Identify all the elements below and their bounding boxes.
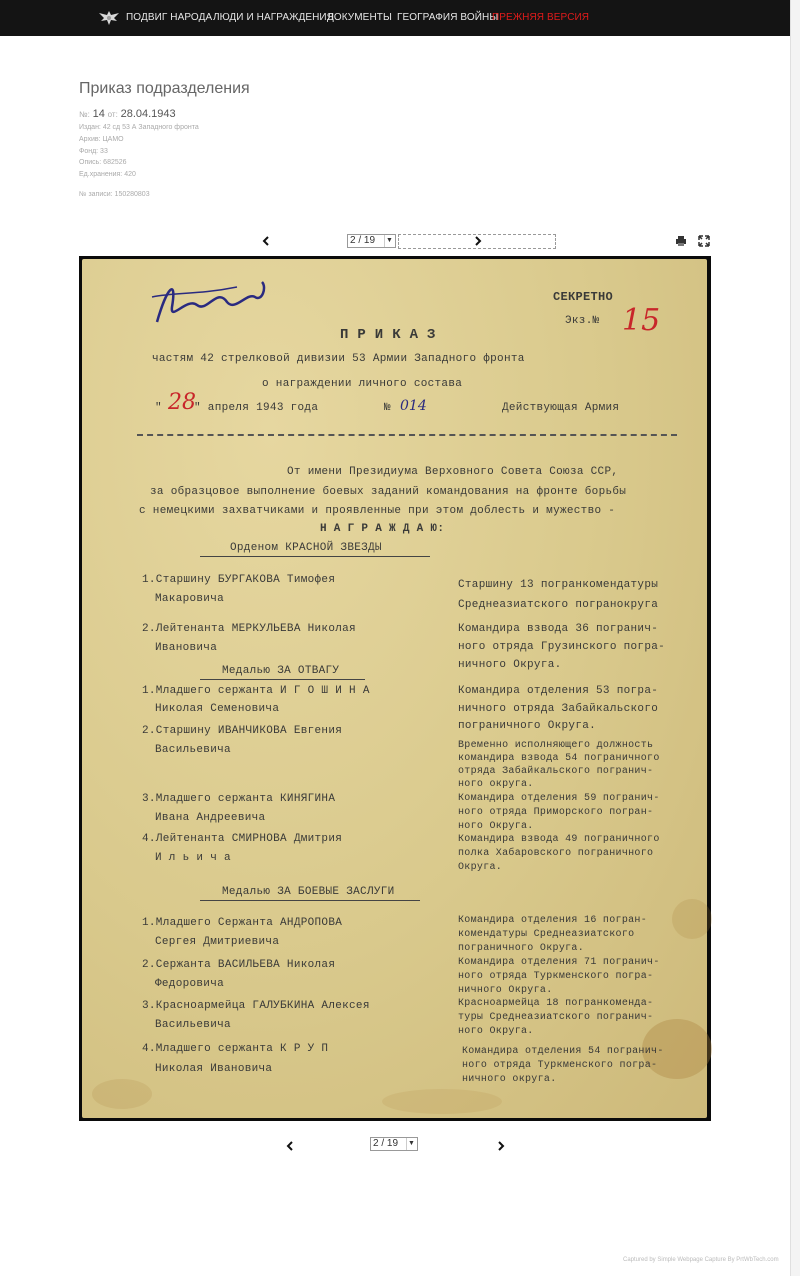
award-name: 4.Младшего сержанта К Р У П: [142, 1043, 329, 1055]
chevron-down-icon: ▼: [406, 1138, 416, 1150]
rewarded-heading: Н А Г Р А Ж Д А Ю:: [320, 523, 445, 535]
intro-line-2: за образцовое выполнение боевых заданий командования на фронте борьбы: [150, 486, 627, 498]
print-icon[interactable]: [675, 235, 687, 247]
nav-item-previous-version[interactable]: ПРЕЖНЯЯ ВЕРСИЯ: [492, 12, 590, 23]
order-number-date: №: 14 от: 28.04.1943: [79, 108, 176, 120]
award-position: Красноармейца 18 погранкоменда-: [458, 998, 654, 1009]
award-name: 1.Младшего сержанта И Г О Ш И Н А: [142, 685, 370, 697]
nav-item-war-geography[interactable]: ГЕОГРАФИЯ ВОЙНЫ: [397, 12, 499, 23]
nav-item-documents[interactable]: ДОКУМЕНТЫ: [327, 12, 392, 23]
award-name: 2.Старшину ИВАНЧИКОВА Евгения: [142, 725, 343, 737]
award-position: Командира взвода 36 погранич-: [458, 623, 659, 635]
award-position: Командира отделения 53 погра-: [458, 685, 659, 697]
award-name: 2.Лейтенанта МЕРКУЛЬЕВА Николая: [142, 623, 356, 635]
page-scrollbar[interactable]: [790, 0, 800, 1276]
secret-stamp: СЕКРЕТНО: [553, 290, 614, 304]
fullscreen-icon[interactable]: [698, 235, 710, 247]
award-name: 4.Лейтенанта СМИРНОВА Дмитрия: [142, 833, 343, 845]
opis: Опись: 682526: [79, 159, 127, 166]
record-id: № записи: 150280803: [79, 191, 150, 198]
award-name: 1.Младшего Сержанта АНДРОПОВА: [142, 917, 343, 929]
award-position: Командира взвода 49 пограничного: [458, 834, 660, 845]
separator: [137, 434, 677, 436]
award-name: 2.Сержанта ВАСИЛЬЕВА Николая: [142, 959, 336, 971]
next-page-arrow-icon[interactable]: [497, 1141, 505, 1151]
order-subject: о награждении личного состава: [262, 378, 463, 390]
issued-by: Издан: 42 сд 53 А Западного фронта: [79, 124, 199, 131]
document-viewer[interactable]: [79, 256, 711, 1121]
order-number: 14: [92, 108, 105, 120]
army-label: Действующая Армия: [502, 402, 620, 414]
award-position: Командира отделения 16 погран-: [458, 915, 648, 926]
section-heading: Медалью ЗА ОТВАГУ: [222, 665, 340, 677]
top-nav-bar: [0, 0, 790, 36]
page-title: Приказ подразделения: [79, 80, 250, 97]
order-date: 28.04.1943: [120, 108, 176, 120]
document-scan: СЕКРЕТНО Экз.№ 15 П Р И К А З частям 42 стрелковой дивизии 53 Армии Западного фронта о награждении личного состава " 28 " апреля 1943 года № 014 Действующая Армия От имени Президиума Верховного Совета Союза ССР, за образцовое выполнение боевых заданий командования на фронте борьбы с немецкими захватчиками и проявленные при этом доблесть и мужество - Н А Г Р А Ж Д А Ю: Орденом КРАСНОЙ ЗВЕЗДЫ 1.Старшину БУРГАКОВА Тимофея Макаровича Старшину 13 погранкомендатуры Среднеазиатского погранокруга 2.Лейтенанта МЕРКУЛЬЕВА Николая Ивановича Командира взвода 36 погранич- ного отряда Грузинского погра- ничного Округа. Медалью ЗА ОТВАГУ 1.Младшего сержанта И Г О Ш И Н А Николая Семеновича Командира отделения 53 погра- ничного отряда Забайкальского пограничного Округа. 2.Старшину ИВАНЧИКОВА Евгения Васильевича Временно исполняющего должность командира взвода 54 пограничного отряда Забайкальского погранич- ного округа. 3.Младшего сержанта КИНЯГИНА Ивана Андреевича Командира отделения 59 погранич- ного отряда Приморского погран- ного Округа. 4.Лейтенанта СМИРНОВА Дмитрия И л ь и ч а Командира взвода 49 пограничного полка Хабаровского пограничного Округа. Медалью ЗА БОЕВЫЕ ЗАСЛУГИ 1.Младшего Сержанта АНДРОПОВА Сергея Дмитриевича Командира отделения 16 погран- комендатуры Среднеазиатского пограничного Округа. 2.Сержанта ВАСИЛЬЕВА Николая Федоровича Командира отделения 71 погранич- ного отряда Туркменского погра- ничного Округа. 3.Красноармейца ГАЛУБКИНА Алексея Васильевича Красноармейца 18 погранкоменда- туры Среднеазиатского погранич- ного Округа. 4.Младшего сержанта К Р У П Николая Ивановича Командира отделения 54 погранич- ного отряда Туркменского погра- ничного округа.: [82, 259, 707, 1118]
nav-item-podvig-naroda[interactable]: ПОДВИГ НАРОДА: [126, 12, 213, 23]
capture-credit: Captured by Simple Webpage Capture By PrtWbTech.com: [623, 1257, 779, 1263]
section-heading: Орденом КРАСНОЙ ЗВЕЗДЫ: [230, 542, 382, 554]
section-heading: Медалью ЗА БОЕВЫЕ ЗАСЛУГИ: [222, 886, 395, 898]
prev-page-arrow-icon[interactable]: [262, 236, 270, 246]
order-addressee: частям 42 стрелковой дивизии 53 Армии Западного фронта: [152, 353, 525, 365]
intro-line-3: с немецкими захватчиками и проявленные при этом доблесть и мужество -: [139, 505, 616, 517]
order-heading: П Р И К А З: [340, 327, 436, 343]
eagle-emblem-icon[interactable]: [97, 9, 121, 27]
fond: Фонд: 33: [79, 148, 108, 155]
award-name: 1.Старшину БУРГАКОВА Тимофея: [142, 574, 336, 586]
chevron-down-icon: ▼: [384, 235, 394, 247]
storage-unit: Ед.хранения: 420: [79, 171, 136, 178]
order-num-handwritten: 014: [400, 398, 427, 414]
award-name: 3.Младшего сержанта КИНЯГИНА: [142, 793, 336, 805]
order-day: 28: [168, 390, 196, 415]
signature: [137, 267, 277, 337]
next-page-arrow-icon[interactable]: [474, 236, 482, 246]
order-date-text: " апреля 1943 года: [194, 402, 319, 414]
award-name: 3.Красноармейца ГАЛУБКИНА Алексея: [142, 1000, 370, 1012]
archive: Архив: ЦАМО: [79, 136, 124, 143]
page-select-top[interactable]: 2 / 19 ▼: [347, 234, 396, 248]
nav-item-people-awards[interactable]: ЛЮДИ И НАГРАЖДЕНИЯ: [213, 12, 335, 23]
award-position: Командира отделения 59 погранич-: [458, 793, 660, 804]
award-position: Командира отделения 71 погранич-: [458, 957, 660, 968]
prev-page-arrow-icon[interactable]: [286, 1141, 294, 1151]
copy-label: Экз.№: [565, 315, 600, 327]
intro-line-1: От имени Президиума Верховного Совета Союза ССР,: [287, 466, 619, 478]
award-position: Командира отделения 54 погранич-: [462, 1046, 664, 1057]
award-position: Старшину 13 погранкомендатуры: [458, 579, 659, 591]
award-position: Временно исполняющего должность: [458, 740, 654, 751]
copy-number: 15: [622, 303, 661, 338]
page-select-bottom[interactable]: 2 / 19 ▼: [370, 1137, 418, 1151]
